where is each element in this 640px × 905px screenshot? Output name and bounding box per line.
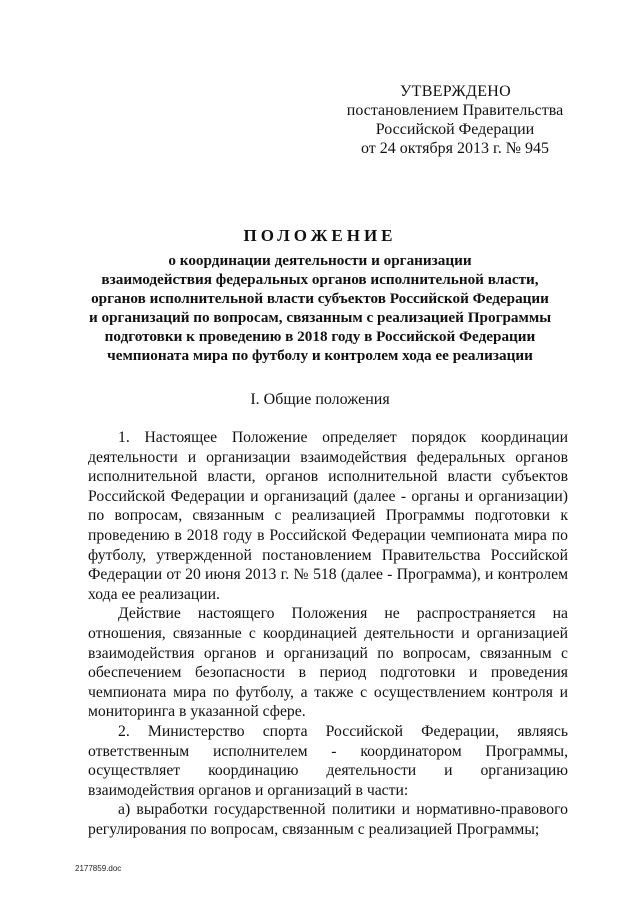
paragraph: а) выработки государственной политики и нормативно-правового регулирования по вопросам, связанным с реализацией Программы; [88,801,568,838]
subtitle-line-2: взаимодействия федеральных органов исполнительной власти, [101,271,539,288]
paragraph: 2. Министерство спорта Российской Федерации, являясь ответственным исполнителем - координатором Программы, осуществляет координацию деятельности и организацию взаимодействия органов и организаций в части: [88,722,568,799]
paragraph: Действие настоящего Положения не распространяется на отношения, связанные с координацией деятельности и организацией взаимодействия органов и организаций по вопросам, связанным с обеспечением безопасности в период подготовки и проведения чемпионата мира по футболу, а также с осуществлением контроля и мониторинга в указанной сфере. [88,605,568,721]
subtitle-line-6: чемпионата мира по футболу и контролем хода ее реализации [107,347,533,364]
approval-stamp: УТВЕРЖДЕНО [400,83,512,100]
approval-line-1: постановлением Правительства [346,102,564,119]
file-name-footer: 2177859.doc [75,864,122,873]
document-title: ПОЛОЖЕНИЕ [243,226,397,245]
approval-line-2: Российской Федерации [375,121,535,138]
approval-block [340,82,570,158]
subtitle-line-3: органов исполнительной власти субъектов Российской Федерации [91,290,549,307]
subtitle-line-4: и организаций по вопросам, связанным с реализацией Программы [88,309,552,326]
body-text [88,428,568,839]
subtitle-line-5: подготовки к проведению в 2018 году в Российской Федерации [104,328,536,345]
approval-line-3: от 24 октября 2013 г. № 945 [360,140,549,157]
document-subtitle [70,251,570,365]
subtitle-line-1: о координации деятельности и организации [168,252,472,269]
paragraph: 1. Настоящее Положение определяет порядок координации деятельности и организации взаимодействия федеральных органов исполнительной власти, органов исполнительной власти субъектов Российской Федерации и организаций (далее - органы и организации) по вопросам, связанным с реализацией Программы подготовки к проведению в 2018 году в Российской Федерации чемпионата мира по футболу, утвержденной постановлением Правительства Российской Федерации от 20 июня 2013 г. № 518 (далее - Программа), и контролем хода ее реализации. [88,429,568,603]
section-heading: I. Общие положения [250,391,390,408]
